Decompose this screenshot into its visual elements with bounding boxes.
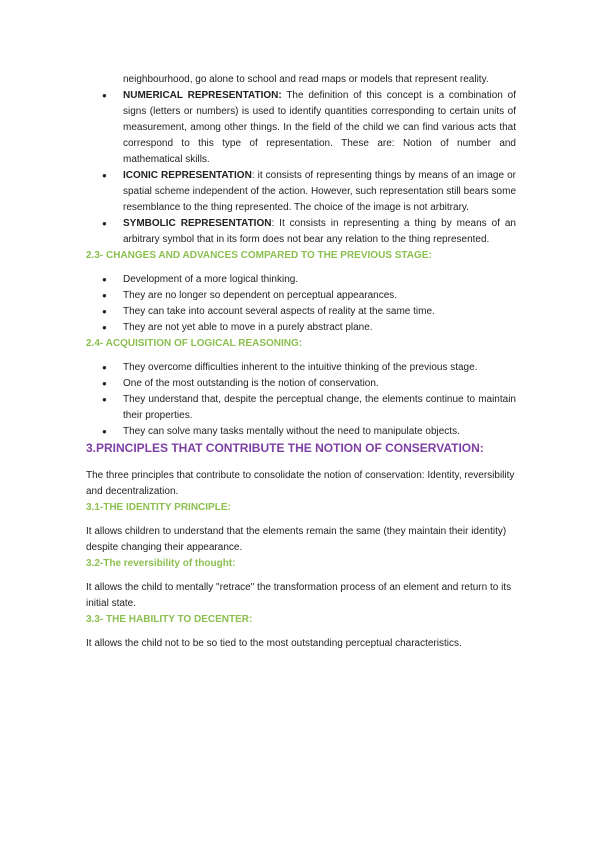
list-item: ● They are not yet able to move in a purely abstract plane. <box>86 320 516 336</box>
heading-3-1: 3.1-THE IDENTITY PRINCIPLE: <box>86 502 231 513</box>
list-item: ● They can take into account several aspects of reality at the same time. <box>86 304 516 320</box>
definition-numerical: The definition of this concept is a combination of signs (letters or numbers) is used to identify quantities corresponding to certain units of measurement, among other things. In the field of the child we can find various acts that correspond to this type of representation. These are: Notion of number and mathematical skills. <box>123 90 516 165</box>
heading-3-2: 3.2-The reversibility of thought: <box>86 558 236 569</box>
list-item-symbolic <box>86 216 516 248</box>
reasoning-list <box>86 360 516 440</box>
intro-continuation: neighbourhood, go alone to school and read maps or models that represent reality. <box>123 74 489 85</box>
reversibility-text: It allows the child to mentally "retrace" the transformation process of an element and return to its initial state. <box>86 582 512 609</box>
list-item: ● Development of a more logical thinking. <box>86 272 516 288</box>
heading-2-4: 2.4- ACQUISITION OF LOGICAL REASONING: <box>86 338 303 349</box>
page-content <box>86 72 516 652</box>
list-item-iconic <box>86 168 516 216</box>
term-iconic: ICONIC REPRESENTATION <box>123 170 252 181</box>
list-item: ● They are no longer so dependent on perceptual appearances. <box>86 288 516 304</box>
list-item: ● They understand that, despite the perceptual change, the elements continue to maintain their properties. <box>86 392 516 424</box>
definition-iconic: : it consists of representing things by means of an image or spatial scheme independent of the action. However, such representation still bears some resemblance to the thing represented. The choice of the image is not arbitrary. <box>123 170 516 213</box>
term-numerical: NUMERICAL REPRESENTATION: <box>123 90 282 101</box>
definition-symbolic: : It consists in representing a thing by means of an arbitrary symbol that in its form does not bear any relation to the thing represented. <box>123 218 516 245</box>
changes-list <box>86 272 516 336</box>
heading-2-3: 2.3- CHANGES AND ADVANCES COMPARED TO THE PREVIOUS STAGE: <box>86 250 432 261</box>
heading-3: 3.PRINCIPLES THAT CONTRIBUTE THE NOTION OF CONSERVATION: <box>86 441 484 455</box>
list-item: ● They overcome difficulties inherent to the intuitive thinking of the previous stage. <box>86 360 516 376</box>
list-item-numerical <box>86 88 516 168</box>
list-item: ● They can solve many tasks mentally without the need to manipulate objects. <box>86 424 516 440</box>
term-symbolic: SYMBOLIC REPRESENTATION <box>123 218 272 229</box>
list-item: ● One of the most outstanding is the notion of conservation. <box>86 376 516 392</box>
heading-3-3: 3.3- THE HABILITY TO DECENTER: <box>86 614 253 625</box>
decenter-text: It allows the child not to be so tied to the most outstanding perceptual characteristics. <box>86 638 462 649</box>
section-3-intro: The three principles that contribute to consolidate the notion of conservation: Identity, reversibility and decentralization. <box>86 470 515 497</box>
representation-list <box>86 88 516 248</box>
identity-principle-text: It allows children to understand that the elements remain the same (they maintain their identity) despite changing their appearance. <box>86 526 507 553</box>
